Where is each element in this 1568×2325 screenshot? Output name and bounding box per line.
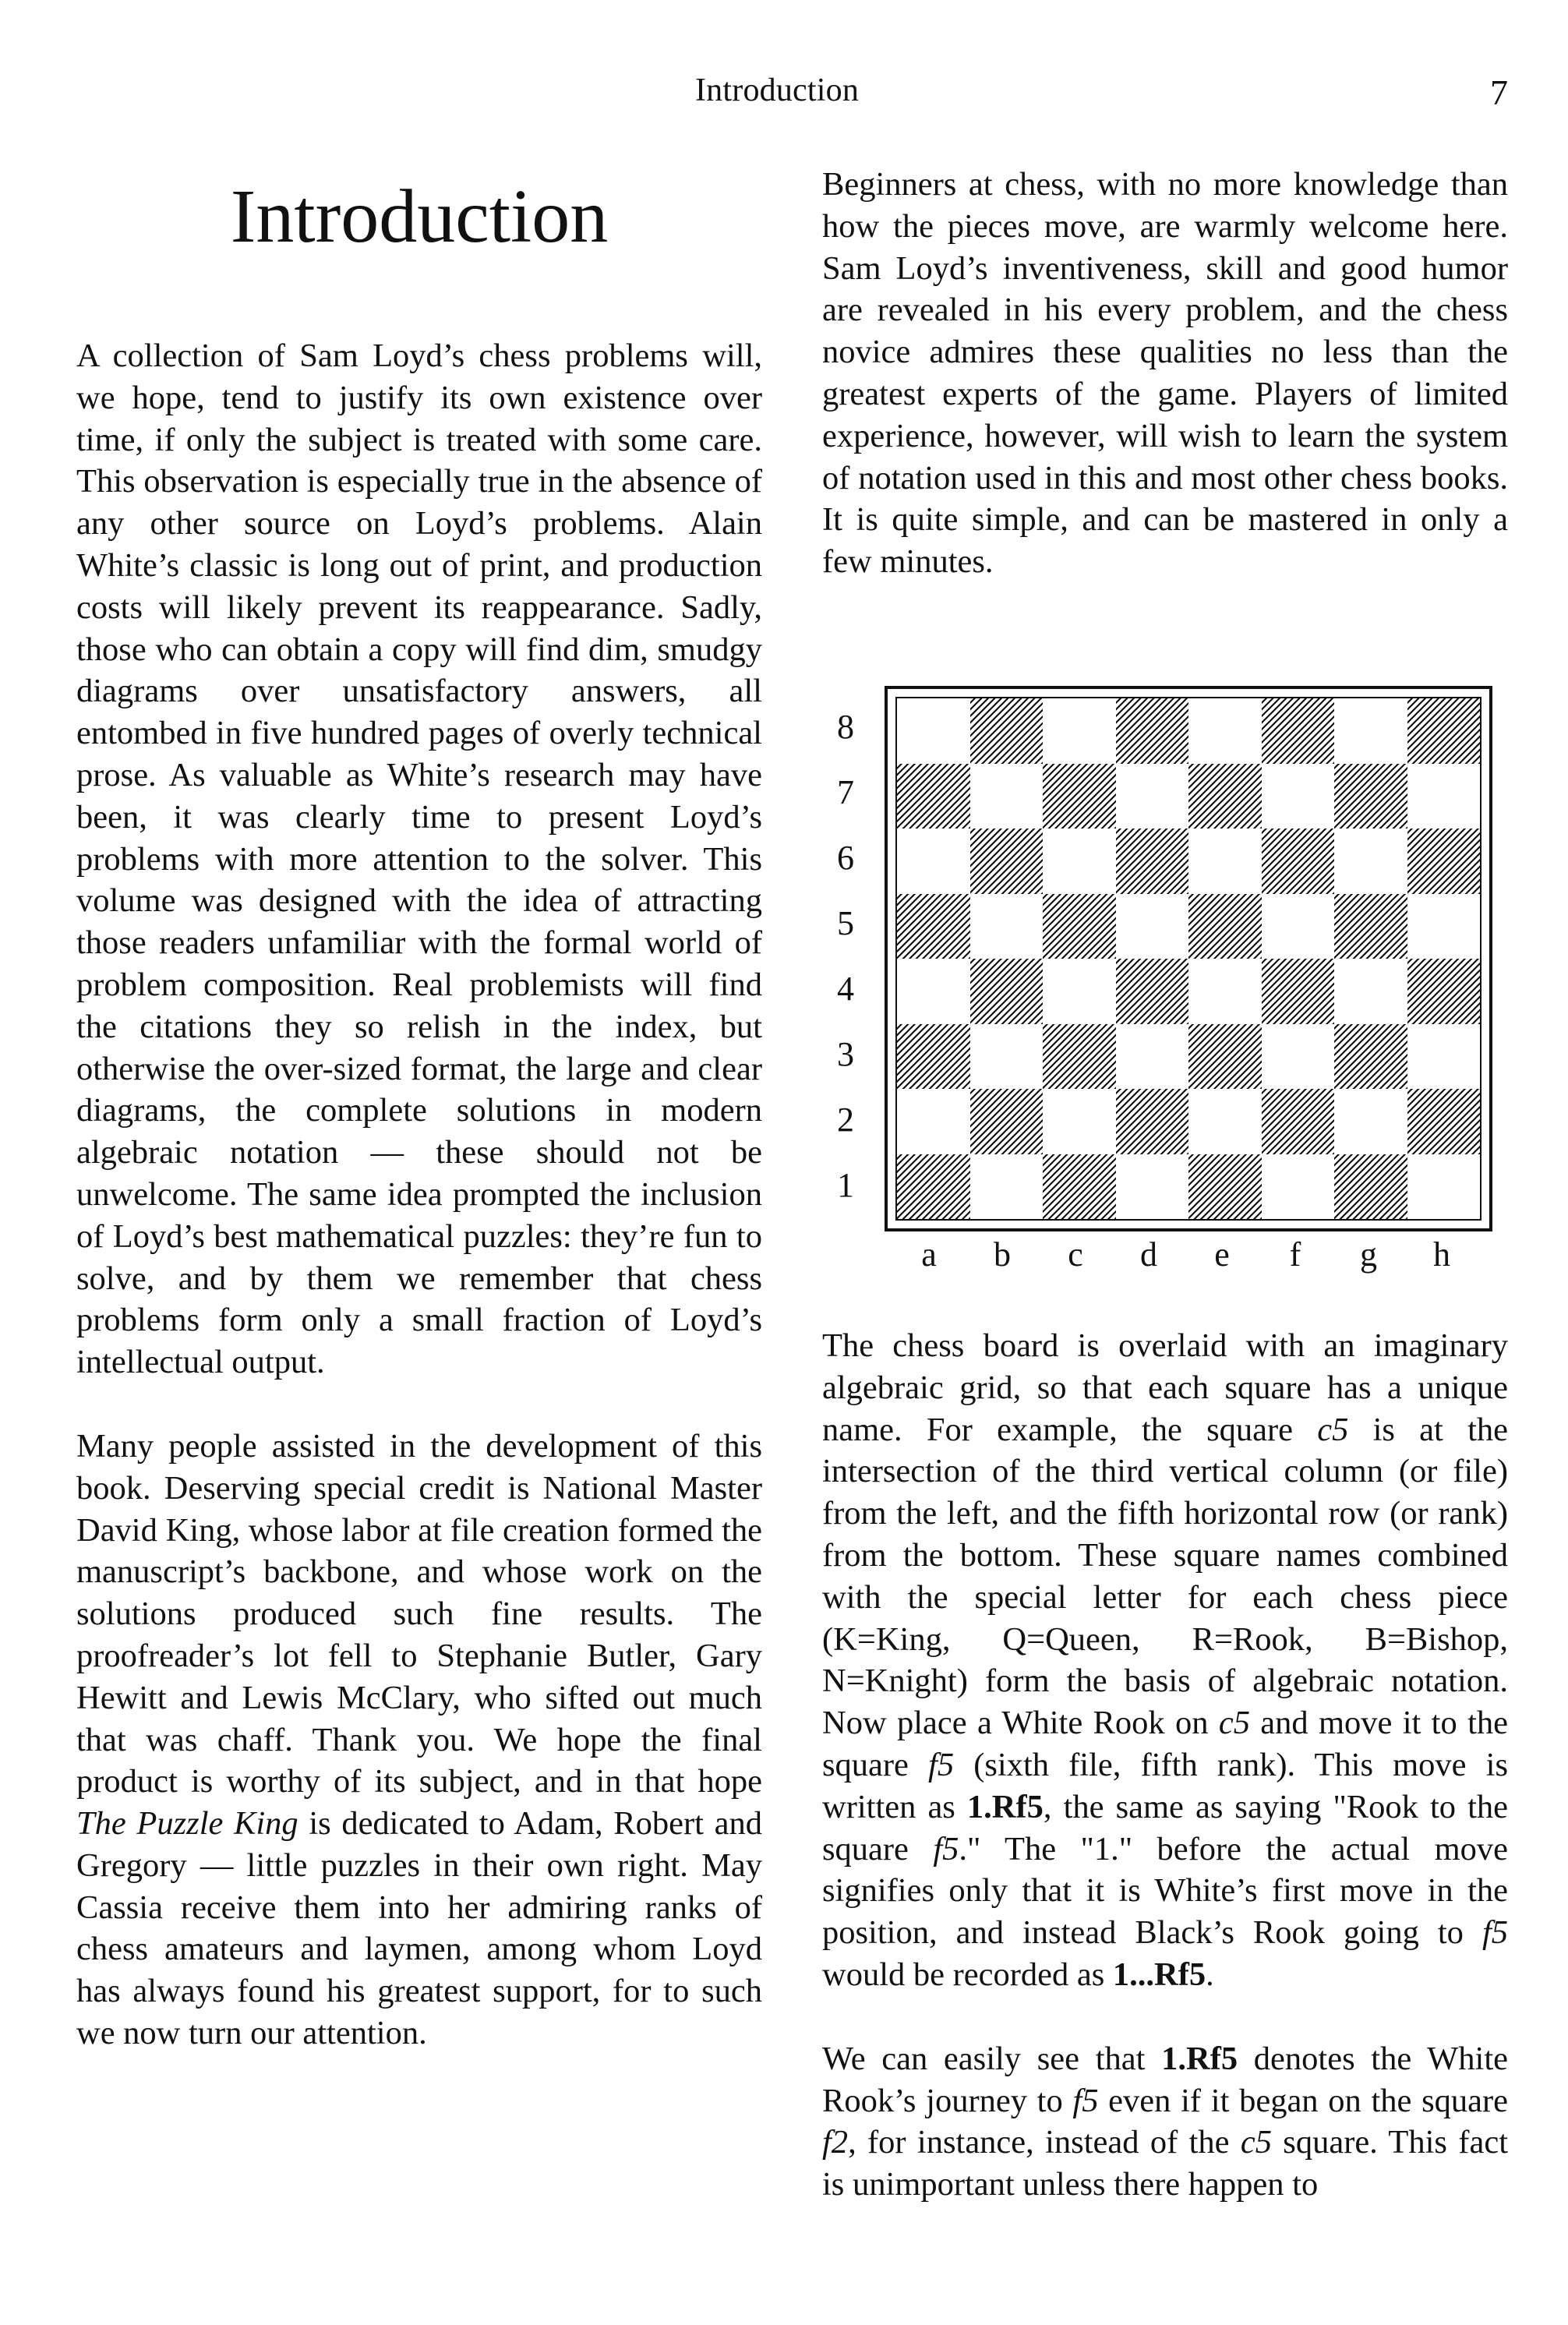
square-e7 bbox=[1188, 764, 1262, 829]
square-a5 bbox=[897, 894, 970, 959]
rank-labels bbox=[822, 694, 869, 1217]
square-c6 bbox=[1043, 829, 1116, 894]
square-h7 bbox=[1407, 764, 1481, 829]
move-notation: 1.Rf5 bbox=[1161, 2040, 1238, 2077]
square-d4 bbox=[1116, 959, 1189, 1024]
square-name: f5 bbox=[1072, 2082, 1099, 2119]
move-notation: 1.Rf5 bbox=[966, 1788, 1044, 1825]
square-name: f5 bbox=[1481, 1914, 1508, 1952]
board-frame bbox=[885, 686, 1492, 1231]
square-f5 bbox=[1262, 894, 1335, 959]
text-run: even if it began on the square bbox=[1098, 2082, 1508, 2119]
text-run: ." The "1." before the actual move signifies only that it is White’s first move in the position, and instead Black’s Rook going to bbox=[822, 1830, 1508, 1952]
square-name: c5 bbox=[1218, 1705, 1250, 1742]
square-d3 bbox=[1116, 1024, 1189, 1090]
square-f6 bbox=[1262, 829, 1335, 894]
square-name: f5 bbox=[933, 1830, 959, 1867]
square-c5 bbox=[1043, 894, 1116, 959]
square-b8 bbox=[970, 698, 1044, 764]
square-h6 bbox=[1407, 829, 1481, 894]
square-g2 bbox=[1334, 1089, 1407, 1154]
file-label: h bbox=[1433, 1235, 1450, 1274]
square-f8 bbox=[1262, 698, 1335, 764]
square-a7 bbox=[897, 764, 970, 829]
square-c3 bbox=[1043, 1024, 1116, 1090]
running-head-title: Introduction bbox=[695, 72, 860, 108]
text-run: would be recorded as bbox=[822, 1956, 1113, 1993]
ack-text-b: is dedicated to Adam, Robert and Gregory — little puzzles in their own right. May Cassia receive them into her admiring ranks of chess amateurs and laymen, among whom Loyd has always found his greatest support, for to such we now turn our attention. bbox=[76, 1805, 762, 2052]
square-b5 bbox=[970, 894, 1044, 959]
square-b2 bbox=[970, 1089, 1044, 1154]
file-label: a bbox=[921, 1235, 937, 1274]
square-g7 bbox=[1334, 764, 1407, 829]
right-column bbox=[822, 164, 1508, 583]
square-b7 bbox=[970, 764, 1044, 829]
square-f2 bbox=[1262, 1089, 1335, 1154]
square-f1 bbox=[1262, 1154, 1335, 1220]
square-h3 bbox=[1407, 1024, 1481, 1090]
text-run: . bbox=[1206, 1956, 1214, 1993]
square-f3 bbox=[1262, 1024, 1335, 1090]
square-b4 bbox=[970, 959, 1044, 1024]
square-name: f5 bbox=[928, 1746, 955, 1783]
file-labels bbox=[892, 1231, 1478, 1278]
rank-label: 1 bbox=[837, 1165, 854, 1204]
square-f4 bbox=[1262, 959, 1335, 1024]
text-run: , the same as saying "Rook to the square bbox=[822, 1788, 1508, 1867]
rank-label: 7 bbox=[837, 772, 854, 811]
rook-journey-paragraph bbox=[822, 2038, 1508, 2206]
square-a8 bbox=[897, 698, 970, 764]
square-e1 bbox=[1188, 1154, 1262, 1220]
square-e2 bbox=[1188, 1089, 1262, 1154]
square-e6 bbox=[1188, 829, 1262, 894]
square-d8 bbox=[1116, 698, 1189, 764]
square-c8 bbox=[1043, 698, 1116, 764]
text-run: We can easily see that bbox=[822, 2040, 1162, 2077]
square-c7 bbox=[1043, 764, 1116, 829]
square-name: c5 bbox=[1317, 1411, 1349, 1448]
acknowledgements-paragraph bbox=[76, 1426, 762, 2055]
square-c1 bbox=[1043, 1154, 1116, 1220]
chess-board-diagram bbox=[822, 686, 1508, 1278]
square-a1 bbox=[897, 1154, 970, 1220]
intro-paragraph-1: A collection of Sam Loyd’s chess problems will, we hope, tend to justify its own existence over time, if only the subject is treated with some care. This observation is especially true in the absence of any other source on Loyd’s problems. Alain White’s classic is long out of print, and production costs will likely prevent its reappearance. Sadly, those who can obtain a copy will find dim, smudgy diagrams over unsatisfactory answers, all entombed in five hundred pages of overly technical prose. As valuable as White’s research may have been, it was clearly time to present Loyd’s problems with more attention to the solver. This volume was designed with the idea of attracting those readers unfamiliar with the formal world of problem composition. Real problemists will find the citations they so relish in the index, but otherwise the over-sized format, the large and clear diagrams, the complete solutions in modern algebraic notation — these should not be unwelcome. The same idea prompted the inclusion of Loyd’s best mathematical puzzles: they’re fun to solve, and by them we remember that chess problems form only a small fraction of Loyd’s intellectual output. bbox=[76, 337, 762, 1381]
book-title: The Puzzle King bbox=[76, 1805, 298, 1843]
square-a3 bbox=[897, 1024, 970, 1090]
text-run: , for instance, instead of the bbox=[848, 2124, 1241, 2161]
square-g5 bbox=[1334, 894, 1407, 959]
rank-label: 3 bbox=[837, 1034, 854, 1073]
board-grid bbox=[895, 697, 1481, 1221]
square-c4 bbox=[1043, 959, 1116, 1024]
square-g3 bbox=[1334, 1024, 1407, 1090]
file-label: b bbox=[994, 1235, 1011, 1274]
text-run: and move it to the square bbox=[822, 1705, 1508, 1783]
square-b3 bbox=[970, 1024, 1044, 1090]
square-g1 bbox=[1334, 1154, 1407, 1220]
text-run: The chess board is overlaid with an imaginary algebraic grid, so that each square has a unique name. For example, the square bbox=[822, 1327, 1508, 1448]
move-notation: 1...Rf5 bbox=[1112, 1956, 1206, 1993]
square-e8 bbox=[1188, 698, 1262, 764]
notation-paragraph bbox=[822, 1325, 1508, 1996]
square-name: c5 bbox=[1240, 2124, 1272, 2161]
rank-label: 4 bbox=[837, 969, 854, 1008]
square-d7 bbox=[1116, 764, 1189, 829]
text-run: is at the intersection of the third vertical column (or file) from the left, and the fifth horizontal row (or rank) from the bottom. These square names combined with the special letter for each chess piece (K=King, Q=Queen, R=Rook, B=Bishop, N=Knight) form the basis of algebraic notation. Now place a White Rook on bbox=[822, 1411, 1508, 1742]
square-g8 bbox=[1334, 698, 1407, 764]
rank-label: 6 bbox=[837, 838, 854, 877]
square-h1 bbox=[1407, 1154, 1481, 1220]
square-g4 bbox=[1334, 959, 1407, 1024]
square-h5 bbox=[1407, 894, 1481, 959]
page-number: 7 bbox=[1490, 72, 1508, 112]
file-label: e bbox=[1214, 1235, 1230, 1274]
square-c2 bbox=[1043, 1089, 1116, 1154]
text-run: denotes the White Rook’s journey to bbox=[822, 2040, 1508, 2119]
beginners-paragraph: Beginners at chess, with no more knowledge than how the pieces move, are warmly welcome here. Sam Loyd’s inventiveness, skill and good humor are revealed in his every problem, and the chess novice admires these qualities no less than the greatest experts of the game. Players of limited experience, however, will wish to learn the system of notation used in this and most other chess books. It is quite simple, and can be mastered in only a few minutes. bbox=[822, 166, 1508, 581]
square-e4 bbox=[1188, 959, 1262, 1024]
square-h4 bbox=[1407, 959, 1481, 1024]
square-d1 bbox=[1116, 1154, 1189, 1220]
file-label: g bbox=[1360, 1235, 1377, 1274]
text-run: square. This fact is unimportant unless there happen to bbox=[822, 2124, 1508, 2203]
square-name: f2 bbox=[822, 2124, 849, 2161]
ack-text-a: Many people assisted in the development of this book. Deserving special credit is National Master David King, whose labor at file creation formed the manuscript’s backbone, and whose work on the solutions produced such fine results. The proofreader’s lot fell to Stephanie Butler, Gary Hewitt and Lewis McClary, who sifted out much that was chaff. Thank you. We hope the final product is worthy of its subject, and in that hope bbox=[76, 1427, 762, 1800]
square-d6 bbox=[1116, 829, 1189, 894]
square-b6 bbox=[970, 829, 1044, 894]
square-d5 bbox=[1116, 894, 1189, 959]
square-d2 bbox=[1116, 1089, 1189, 1154]
square-a2 bbox=[897, 1089, 970, 1154]
square-a6 bbox=[897, 829, 970, 894]
rank-label: 2 bbox=[837, 1100, 854, 1139]
square-f7 bbox=[1262, 764, 1335, 829]
left-column bbox=[76, 335, 762, 2055]
square-e3 bbox=[1188, 1024, 1262, 1090]
file-label: c bbox=[1068, 1235, 1083, 1274]
right-column-lower bbox=[822, 1325, 1508, 2206]
chapter-title: Introduction bbox=[230, 175, 609, 259]
square-a4 bbox=[897, 959, 970, 1024]
text-run: (sixth file, fifth rank). This move is written as bbox=[822, 1746, 1509, 1825]
square-g6 bbox=[1334, 829, 1407, 894]
rank-label: 5 bbox=[837, 903, 854, 942]
square-e5 bbox=[1188, 894, 1262, 959]
square-h2 bbox=[1407, 1089, 1481, 1154]
square-h8 bbox=[1407, 698, 1481, 764]
file-label: f bbox=[1289, 1235, 1301, 1274]
file-label: d bbox=[1140, 1235, 1157, 1274]
rank-label: 8 bbox=[837, 707, 854, 746]
square-b1 bbox=[970, 1154, 1044, 1220]
